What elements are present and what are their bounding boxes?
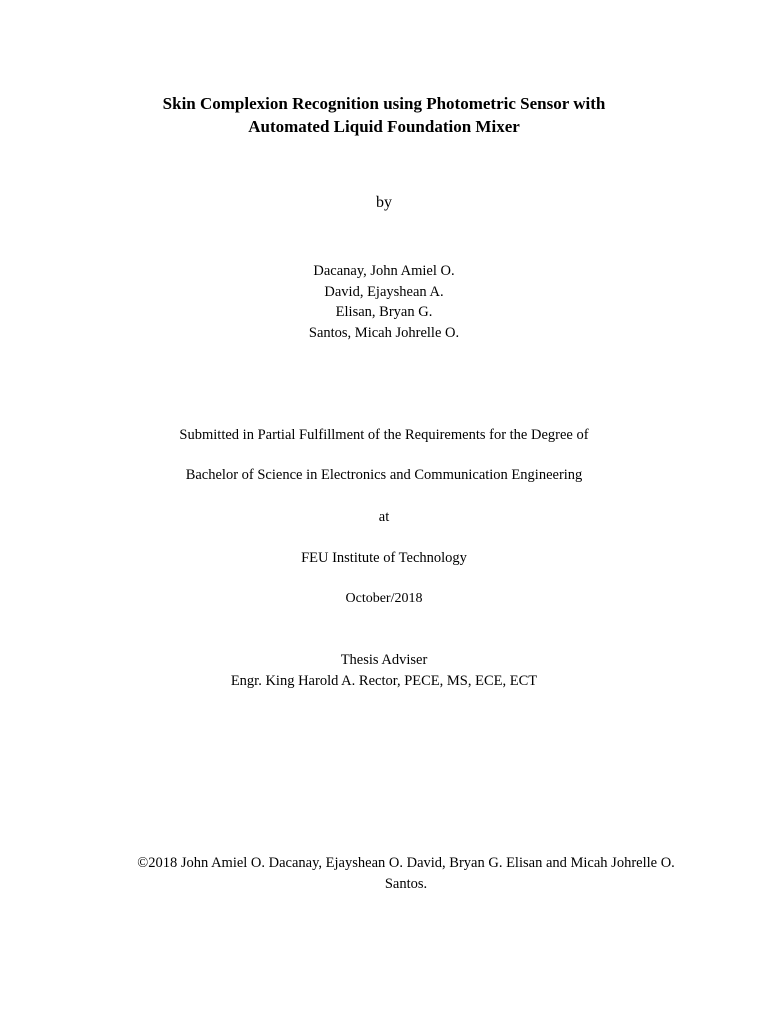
author-name: Elisan, Bryan G. [335,304,433,320]
copyright-notice: ©2018 John Amiel O. Dacanay, Ejayshean O. David, Bryan G. Elisan and Micah Johrelle O. Santos. [137,855,675,892]
document-title [0,92,768,138]
degree-name: Bachelor of Science in Electronics and Communication Engineering [185,467,583,483]
author-name: David, Ejayshean A. [324,283,444,300]
at-label: at [378,509,390,525]
adviser-label: Thesis Adviser [340,652,428,668]
title-line-2: Automated Liquid Foundation Mixer [248,117,520,136]
author-list [0,261,768,343]
adviser-name: Engr. King Harold A. Rector, PECE, MS, ECE, ECT [230,673,538,689]
author-name: Santos, Micah Johrelle O. [308,324,460,341]
thesis-adviser [0,650,768,692]
author-name: Dacanay, John Amiel O. [313,263,455,279]
submission-date: October/2018 [345,591,423,606]
institution-name: FEU Institute of Technology [301,550,467,566]
by-label: by [376,194,392,211]
title-line-1: Skin Complexion Recognition using Photometric Sensor with [162,94,606,113]
submission-statement: Submitted in Partial Fulfillment of the Requirements for the Degree of [179,427,589,443]
